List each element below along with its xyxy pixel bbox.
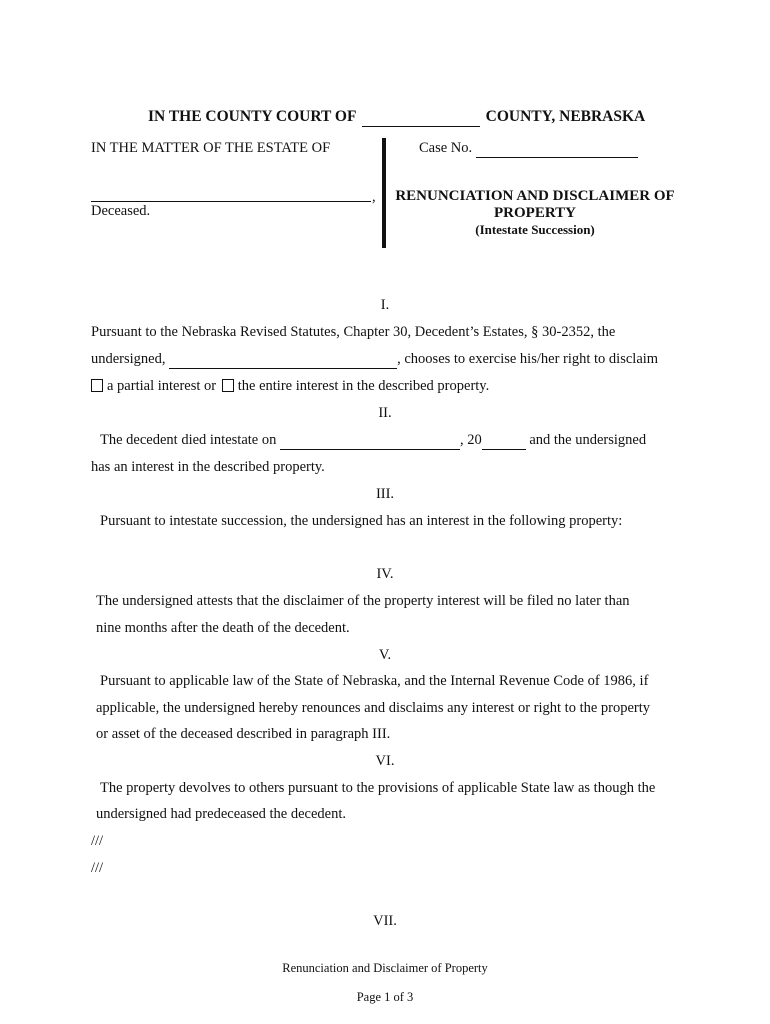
entire-interest-label: the entire interest in the described property.	[237, 378, 490, 394]
section-6-line1: The property devolves to others pursuant to the provisions of applicable State law as though the	[100, 780, 656, 796]
court-header	[148, 108, 645, 127]
document-title-line2: PROPERTY	[494, 205, 576, 221]
section-numeral: V.	[378, 647, 392, 663]
case-number-blank[interactable]	[476, 140, 638, 158]
section-4-line1: The undersigned attests that the disclaimer of the property interest will be filed no later than	[96, 593, 630, 609]
section-5-line3: or asset of the deceased described in paragraph III.	[96, 726, 391, 742]
deceased-label: Deceased.	[91, 203, 151, 219]
section-numeral: VI.	[375, 753, 395, 769]
section-2-line1	[100, 432, 646, 450]
date-of-death-blank[interactable]	[280, 432, 460, 450]
document-subtitle: (Intestate Succession)	[475, 222, 595, 237]
document-title-line1: RENUNCIATION AND DISCLAIMER OF	[395, 188, 675, 204]
court-header-prefix: IN THE COUNTY COURT OF	[148, 108, 356, 125]
estate-matter-label: IN THE MATTER OF THE ESTATE OF	[91, 140, 331, 156]
case-number	[419, 140, 638, 158]
county-name-blank[interactable]	[362, 108, 480, 127]
court-header-suffix: COUNTY, NEBRASKA	[485, 108, 646, 125]
text-fragment: The decedent died intestate on	[100, 432, 280, 448]
section-1-line2	[91, 351, 658, 369]
caption-divider	[382, 138, 386, 248]
partial-interest-checkbox[interactable]	[91, 379, 103, 392]
year-blank[interactable]	[482, 432, 526, 450]
section-5-line1: Pursuant to applicable law of the State of Nebraska, and the Internal Revenue Code of 1986, if	[100, 673, 649, 689]
section-numeral: I.	[380, 297, 390, 313]
continuation-mark: ///	[91, 860, 104, 876]
entire-interest-checkbox[interactable]	[222, 379, 234, 392]
text-fragment: and the undersigned	[525, 432, 647, 448]
page-number: Page 1 of 3	[356, 990, 414, 1004]
section-3-line1: Pursuant to intestate succession, the undersigned has an interest in the following property:	[100, 513, 623, 529]
section-numeral: III.	[375, 486, 395, 502]
section-4-line2: nine months after the death of the decedent.	[96, 620, 350, 636]
section-numeral: II.	[378, 405, 392, 421]
text-fragment: , 20	[459, 432, 482, 448]
decedent-comma: ,	[372, 189, 376, 205]
text-fragment: , chooses to exercise his/her right to disclaim	[397, 351, 659, 367]
section-5-line2: applicable, the undersigned hereby renounces and disclaims any interest or right to the property	[96, 700, 651, 716]
footer-title: Renunciation and Disclaimer of Property	[282, 961, 488, 975]
section-numeral: VII.	[373, 913, 397, 929]
undersigned-name-blank[interactable]	[169, 351, 397, 369]
section-6-line2: undersigned had predeceased the decedent.	[96, 806, 347, 822]
case-no-label: Case No.	[419, 140, 473, 156]
text-fragment: undersigned,	[91, 351, 170, 367]
section-2-line2: has an interest in the described property.	[91, 459, 325, 475]
section-1-line1: Pursuant to the Nebraska Revised Statutes, Chapter 30, Decedent’s Estates, § 30-2352, the	[91, 324, 616, 340]
partial-interest-label: a partial interest or	[107, 378, 217, 394]
decedent-name-blank[interactable]	[91, 201, 371, 202]
section-1-options	[91, 378, 489, 395]
continuation-mark: ///	[91, 833, 104, 849]
section-numeral: IV.	[376, 566, 394, 582]
